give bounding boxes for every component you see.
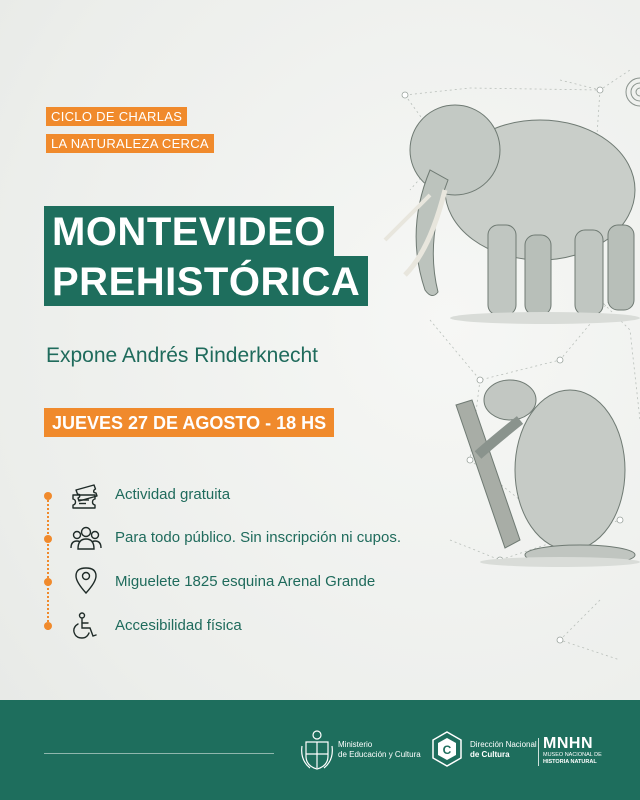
info-address: Miguelete 1825 esquina Arenal Grande — [115, 573, 376, 590]
speaker-text: Expone Andrés Rinderknecht — [46, 344, 319, 367]
people-icon — [70, 524, 102, 552]
footer — [0, 700, 640, 800]
timeline-dot — [44, 492, 52, 500]
location-pin-icon — [70, 566, 102, 594]
ticket-icon — [70, 482, 102, 510]
timeline-dot — [44, 535, 52, 543]
cultura-line2: de Cultura — [470, 750, 510, 759]
mnhn-line1: MUSEO NACIONAL DE — [543, 752, 602, 758]
svg-text:C: C — [442, 743, 452, 757]
coat-of-arms-icon — [300, 728, 334, 772]
shell-illustration — [626, 78, 640, 106]
cultura-logo — [430, 730, 540, 770]
ministry-name — [338, 740, 421, 760]
mastodon-illustration — [385, 105, 640, 324]
series-tag: CICLO DE CHARLAS — [46, 107, 187, 126]
date-badge: JUEVES 27 DE AGOSTO - 18 HS — [44, 408, 334, 437]
mnhn-logo — [543, 736, 613, 770]
hexagon-c-icon — [430, 730, 464, 768]
event-title-line1: MONTEVIDEO — [44, 206, 334, 256]
info-free-activity: Actividad gratuita — [115, 486, 231, 503]
cultura-line1: Dirección Nacional — [470, 740, 537, 749]
mnhn-name: MNHN — [543, 735, 593, 752]
ministry-line1: Ministerio — [338, 740, 373, 749]
info-timeline — [47, 496, 49, 630]
logo-divider — [538, 738, 539, 766]
wheelchair-icon — [70, 612, 102, 640]
footer-divider-line — [44, 753, 274, 754]
cultura-name — [470, 740, 537, 760]
mnhn-line2: HISTORIA NATURAL — [543, 759, 597, 765]
event-title-line2: PREHISTÓRICA — [44, 256, 368, 306]
series-subtitle-tag: LA NATURALEZA CERCA — [46, 134, 214, 153]
ministry-line2: de Educación y Cultura — [338, 750, 421, 759]
info-accessibility: Accesibilidad física — [115, 617, 242, 634]
ministry-logo — [300, 726, 425, 776]
ground-sloth-illustration — [456, 380, 640, 567]
timeline-dot — [44, 578, 52, 586]
timeline-dot — [44, 622, 52, 630]
info-audience: Para todo público. Sin inscripción ni cupos. — [115, 529, 401, 546]
